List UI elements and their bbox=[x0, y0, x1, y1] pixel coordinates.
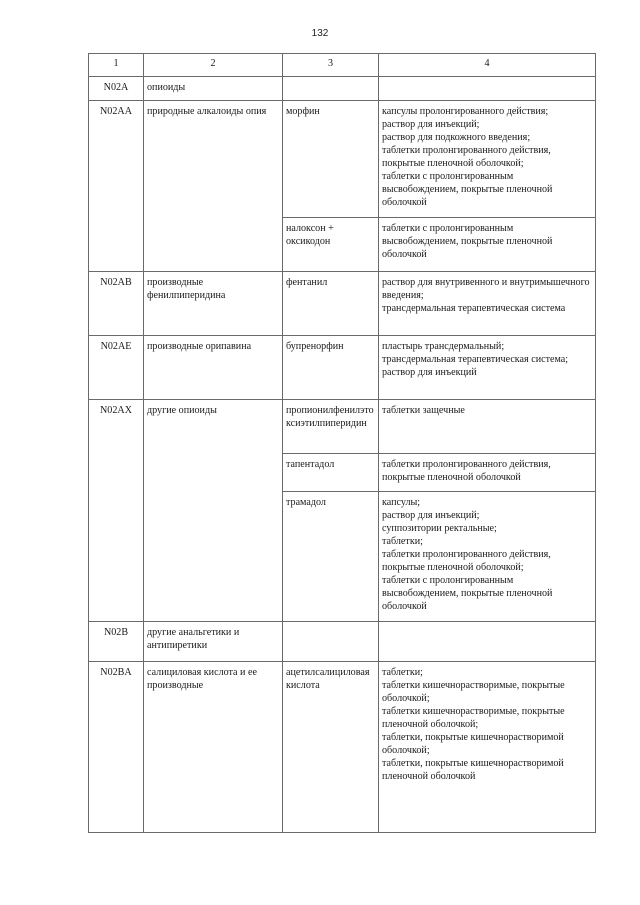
dosage-forms bbox=[379, 272, 596, 336]
table-row bbox=[89, 101, 596, 218]
dosage-form: капсулы пролонгированного действия; bbox=[382, 106, 549, 117]
drug-name: тапентадол bbox=[283, 454, 379, 492]
dosage-form: пластырь трансдермальный; bbox=[382, 341, 505, 352]
dosage-forms bbox=[379, 336, 596, 400]
header-cell-1: 1 bbox=[89, 54, 144, 77]
dosage-form: таблетки, покрытые кишечнорастворимой оболочкой; bbox=[382, 732, 564, 756]
atc-group: другие опиоиды bbox=[144, 400, 283, 622]
atc-code: N02AE bbox=[89, 336, 144, 400]
atc-code: N02AA bbox=[89, 101, 144, 272]
table-row bbox=[89, 400, 596, 454]
dosage-form: таблетки с пролонгированным высвобождением, покрытые пленочной оболочкой bbox=[382, 223, 553, 260]
atc-code: N02BA bbox=[89, 662, 144, 833]
atc-group: производные орипавина bbox=[144, 336, 283, 400]
atc-group: производные фенилпиперидина bbox=[144, 272, 283, 336]
drug-name: налоксон + оксикодон bbox=[283, 218, 379, 272]
drug-name: пропионилфенилэтоксиэтилпиперидин bbox=[283, 400, 379, 454]
dosage-form: раствор для инъекций bbox=[382, 367, 477, 378]
dosage-form: раствор для внутривенного и внутримышечного введения; bbox=[382, 277, 590, 301]
dosage-forms bbox=[379, 492, 596, 622]
dosage-form: таблетки с пролонгированным высвобождением, покрытые пленочной оболочкой bbox=[382, 171, 553, 208]
dosage-forms bbox=[379, 218, 596, 272]
dosage-form: суппозитории ректальные; bbox=[382, 523, 497, 534]
dosage-form: раствор для подкожного введения; bbox=[382, 132, 531, 143]
drug-name bbox=[283, 77, 379, 101]
page-number: 132 bbox=[311, 28, 329, 39]
dosage-form: таблетки пролонгированного действия, покрытые пленочной оболочкой bbox=[382, 459, 551, 483]
dosage-forms bbox=[379, 454, 596, 492]
dosage-form: трансдермальная терапевтическая система; bbox=[382, 354, 569, 365]
drug-name: ацетилсалициловая кислота bbox=[283, 662, 379, 833]
dosage-form: таблетки с пролонгированным высвобождением, покрытые пленочной оболочкой bbox=[382, 575, 553, 612]
atc-group: опиоиды bbox=[144, 77, 283, 101]
dosage-form: таблетки пролонгированного действия, покрытые пленочной оболочкой; bbox=[382, 549, 551, 573]
atc-code: N02A bbox=[89, 77, 144, 101]
table-row bbox=[89, 622, 596, 662]
dosage-form: таблетки, покрытые кишечнорастворимой пленочной оболочкой bbox=[382, 758, 564, 782]
drug-name: фентанил bbox=[283, 272, 379, 336]
dosage-forms bbox=[379, 622, 596, 662]
dosage-forms bbox=[379, 400, 596, 454]
atc-group: салициловая кислота и ее производные bbox=[144, 662, 283, 833]
atc-code: N02AB bbox=[89, 272, 144, 336]
atc-group: другие анальгетики и антипиретики bbox=[144, 622, 283, 662]
dosage-form: таблетки пролонгированного действия, покрытые пленочной оболочкой; bbox=[382, 145, 551, 169]
drug-name: бупренорфин bbox=[283, 336, 379, 400]
drug-name: морфин bbox=[283, 101, 379, 218]
table-row bbox=[89, 336, 596, 400]
dosage-forms bbox=[379, 101, 596, 218]
table-row bbox=[89, 77, 596, 101]
dosage-form: капсулы; bbox=[382, 497, 421, 508]
dosage-form: таблетки защечные bbox=[382, 405, 465, 416]
dosage-form: раствор для инъекций; bbox=[382, 119, 480, 130]
table-row bbox=[89, 662, 596, 833]
dosage-form: таблетки кишечнорастворимые, покрытые пленочной оболочкой; bbox=[382, 706, 565, 730]
atc-group: природные алкалоиды опия bbox=[144, 101, 283, 272]
dosage-forms bbox=[379, 77, 596, 101]
drug-name: трамадол bbox=[283, 492, 379, 622]
dosage-form: таблетки кишечнорастворимые, покрытые оболочкой; bbox=[382, 680, 565, 704]
dosage-form: трансдермальная терапевтическая система bbox=[382, 303, 566, 314]
drug-name bbox=[283, 622, 379, 662]
dosage-form: таблетки; bbox=[382, 536, 423, 547]
header-cell-3: 3 bbox=[283, 54, 379, 77]
header-cell-2: 2 bbox=[144, 54, 283, 77]
table-row bbox=[89, 272, 596, 336]
atc-drug-table bbox=[88, 53, 596, 833]
dosage-forms bbox=[379, 662, 596, 833]
table-header-row bbox=[89, 54, 596, 77]
atc-code: N02B bbox=[89, 622, 144, 662]
dosage-form: таблетки; bbox=[382, 667, 423, 678]
dosage-form: раствор для инъекций; bbox=[382, 510, 480, 521]
atc-code: N02AX bbox=[89, 400, 144, 622]
header-cell-4: 4 bbox=[379, 54, 596, 77]
